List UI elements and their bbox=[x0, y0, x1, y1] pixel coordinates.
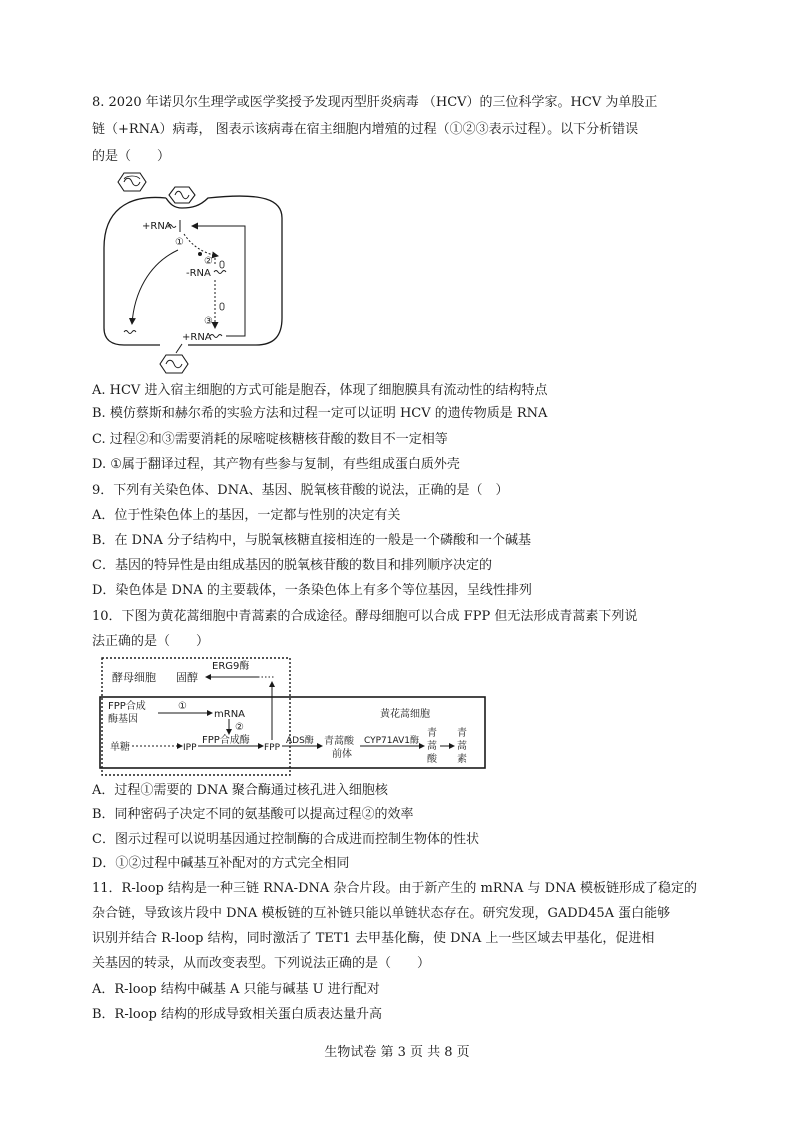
gene-label-line-2: 酶基因 bbox=[108, 714, 138, 725]
virus-icon bbox=[160, 355, 188, 373]
gene-label-line-1: FPP合成 bbox=[108, 701, 146, 712]
q8-option-c: C. 过程②和③需要消耗的尿嘧啶核糖核苷酸的数目不一定相等 bbox=[92, 432, 448, 447]
artemisinin-char-2: 蒿 bbox=[457, 741, 467, 752]
q11-stem-line-2: 杂合链，导致该片段中 DNA 模板链的互补链只能以单链状态存在。研究发现，GADD45A 蛋白能够 bbox=[92, 906, 671, 921]
plus-rna-bottom-label: +RNA bbox=[182, 332, 212, 343]
q9-stem: 9．下列有关染色体、DNA、基因、脱氧核苷酸的说法，正确的是（ ） bbox=[92, 483, 509, 498]
artemisinin-char-1: 青 bbox=[457, 728, 467, 739]
q8-stem-line-2: 链（+RNA）病毒， 图表示该病毒在宿主细胞内增殖的过程（①②③表示过程）。以下分析错误 bbox=[92, 122, 639, 137]
artemisinin-char-3: 素 bbox=[457, 754, 467, 765]
q10-option-b: B．同种密码子决定不同的氨基酸可以提高过程②的效率 bbox=[92, 807, 414, 822]
step-1-marker: ① bbox=[178, 701, 187, 712]
step-2-marker: ② bbox=[204, 256, 213, 267]
q9-option-c: C．基因的特异性是由组成基因的脱氧核苷酸的数目和排列顺序决定的 bbox=[92, 558, 492, 573]
step-2-marker: ② bbox=[235, 722, 244, 733]
q8-stem-line-3: 的是（ ） bbox=[92, 149, 171, 164]
fpp-label: FPP bbox=[264, 743, 281, 753]
q9-option-b: B．在 DNA 分子结构中，与脱氧核糖直接相连的一般是一个磷酸和一个碱基 bbox=[92, 533, 532, 548]
q10-option-c: C．图示过程可以说明基因通过控制酶的合成进而控制生物体的性状 bbox=[92, 832, 479, 847]
artemisinin-pathway-diagram bbox=[98, 654, 490, 779]
precursor-label-line-1: 青蒿酸 bbox=[324, 736, 354, 747]
q8-option-b: B. 模仿蔡斯和赫尔希的实验方法和过程一定可以证明 HCV 的遗传物质是 RNA bbox=[92, 406, 548, 421]
fpp-synthase-label: FPP合成酶 bbox=[202, 735, 250, 746]
hcv-replication-diagram bbox=[96, 168, 291, 378]
step-1-marker: ① bbox=[175, 237, 184, 248]
ads-enzyme-label: ADS酶 bbox=[286, 736, 314, 746]
mrna-label: mRNA bbox=[214, 709, 246, 720]
q8-stem-line-1: 8. 2020 年诺贝尔生理学或医学奖授予发现丙型肝炎病毒 （HCV）的三位科学家。HCV 为单股正 bbox=[92, 95, 658, 110]
enzyme-icon bbox=[220, 303, 224, 310]
q9-option-a: A．位于性染色体上的基因，一定都与性别的决定有关 bbox=[92, 508, 401, 523]
q11-option-b: B．R-loop 结构的形成导致相关蛋白质表达量升高 bbox=[92, 1007, 382, 1022]
q11-stem-line-3: 识别并结合 R-loop 结构，同时激活了 TET1 去甲基化酶，使 DNA 上一些区域去甲基化，促进相 bbox=[92, 931, 655, 946]
step-3-marker: ③ bbox=[204, 316, 213, 327]
sterol-label: 固醇 bbox=[176, 671, 198, 684]
virus-icon bbox=[169, 187, 195, 203]
virus-icon bbox=[118, 173, 146, 191]
page-footer: 生物试卷 第 3 页 共 8 页 bbox=[324, 1045, 470, 1060]
q10-stem-line-1: 10．下图为黄花蒿细胞中青蒿素的合成途径。酵母细胞可以合成 FPP 但无法形成青蒿素下列说 bbox=[92, 609, 638, 624]
protein-dot-icon bbox=[198, 252, 202, 256]
artemisia-cell-label: 黄花蒿细胞 bbox=[380, 709, 430, 720]
sugar-label: 单糖 bbox=[110, 742, 130, 753]
artemisinic-acid-char-1: 青 bbox=[427, 728, 437, 739]
q10-stem-line-2: 法正确的是（ ） bbox=[92, 634, 210, 649]
q11-option-a: A．R-loop 结构中碱基 A 只能与碱基 U 进行配对 bbox=[92, 982, 380, 997]
q11-stem-line-1: 11．R-loop 结构是一种三链 RNA-DNA 杂合片段。由于新产生的 mRNA 与 DNA 模板链形成了稳定的 bbox=[92, 881, 697, 896]
artemisinic-acid-char-3: 酸 bbox=[427, 754, 437, 765]
minus-rna-label: -RNA bbox=[186, 268, 211, 279]
erg9-enzyme-label: ERG9酶 bbox=[212, 661, 250, 672]
protein-icon bbox=[124, 331, 136, 334]
cyp-enzyme-label: CYP71AV1酶 bbox=[364, 736, 419, 746]
q10-option-a: A．过程①需要的 DNA 聚合酶通过核孔进入细胞核 bbox=[92, 783, 388, 798]
ipp-label: IPP bbox=[183, 743, 197, 753]
enzyme-icon bbox=[220, 261, 224, 268]
artemisinic-acid-char-2: 蒿 bbox=[427, 741, 437, 752]
plus-rna-top-label: +RNA bbox=[142, 221, 172, 232]
precursor-label-line-2: 前体 bbox=[332, 749, 352, 760]
yeast-cell-label: 酵母细胞 bbox=[112, 671, 156, 684]
q10-option-d: D．①②过程中碱基互补配对的方式完全相同 bbox=[92, 856, 350, 871]
q11-stem-line-4: 关基因的转录，从而改变表型。下列说法正确的是（ ） bbox=[92, 956, 431, 971]
q9-option-d: D．染色体是 DNA 的主要载体，一条染色体上有多个等位基因，呈线性排列 bbox=[92, 583, 532, 598]
q8-option-d: D. ①属于翻译过程，其产物有些参与复制，有些组成蛋白质外壳 bbox=[92, 457, 460, 472]
q8-option-a: A. HCV 进入宿主细胞的方式可能是胞吞，体现了细胞膜具有流动性的结构特点 bbox=[92, 383, 548, 398]
